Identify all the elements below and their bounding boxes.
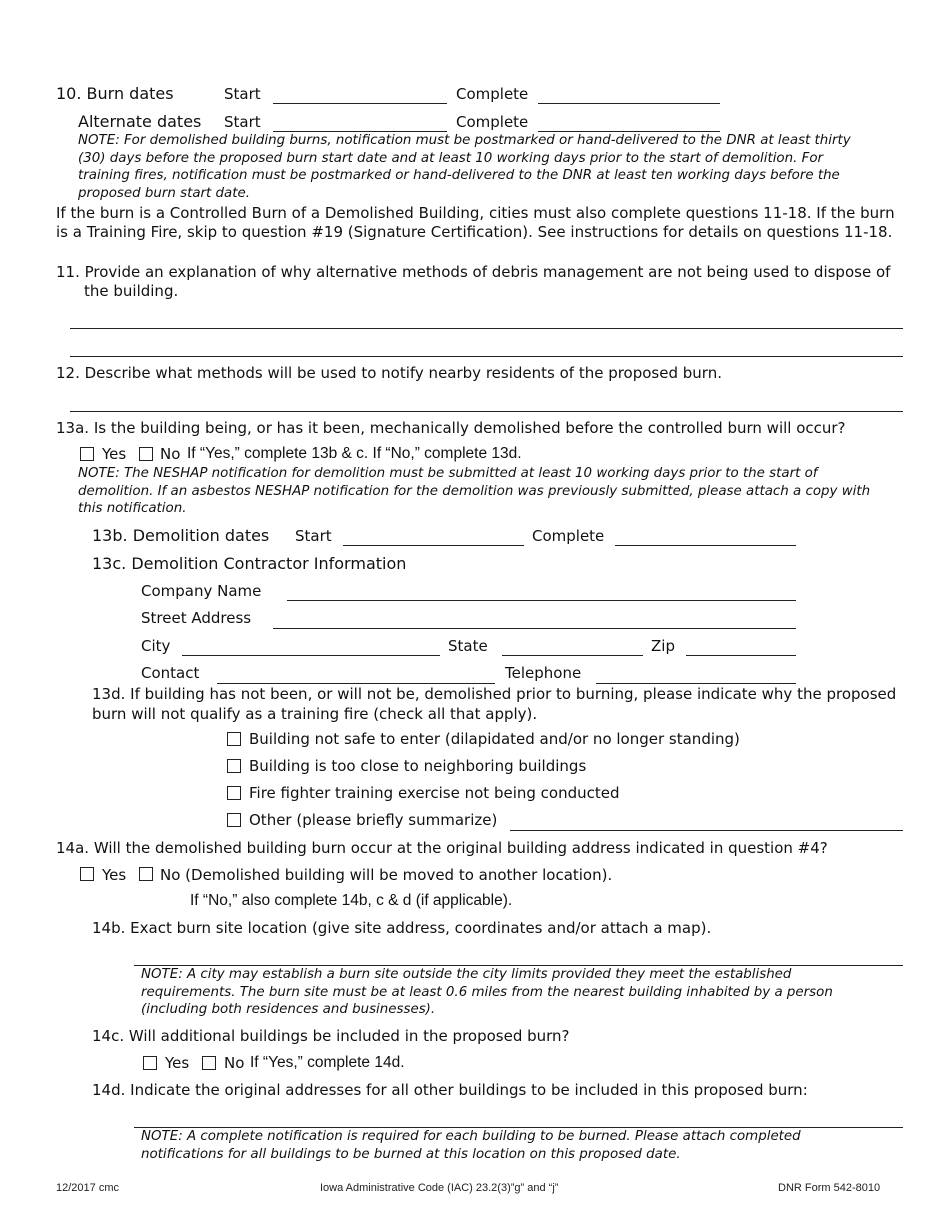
contractor-info-heading: 13c. Demolition Contractor Information [92, 554, 407, 573]
q14c-no-label: No [224, 1054, 245, 1072]
q14c-yes-label: Yes [165, 1054, 190, 1072]
zip-field[interactable] [686, 655, 796, 656]
contact-label: Contact [141, 664, 200, 682]
reason-not-safe-checkbox[interactable] [227, 732, 241, 746]
burn-start-label: Start [224, 85, 261, 103]
q14c-text: 14c. Will additional buildings be included in the proposed burn? [92, 1027, 570, 1045]
q13a-instruction: If “Yes,” complete 13b & c. If “No,” complete 13d. [187, 445, 522, 462]
reason-too-close-checkbox[interactable] [227, 759, 241, 773]
q14b-note: NOTE: A city may establish a burn site outside the city limits provided they meet the established requirements. The burn site must be at least 0.6 miles from the nearest building inhabited by a person (including both residences and businesses). [141, 967, 833, 1017]
q11-answer-line-1[interactable] [70, 328, 903, 329]
burn-dates-label: 10. Burn dates [56, 84, 174, 103]
city-field[interactable] [182, 655, 440, 656]
q13a-no-checkbox[interactable] [139, 447, 153, 461]
q14a-instruction: If “No,” also complete 14b, c & d (if applicable). [190, 892, 513, 909]
q13d-text: 13d. If building has not been, or will not be, demolished prior to burning, please indicate why the proposed burn will not qualify as a training fire (check all that apply). [92, 685, 897, 723]
alt-start-label: Start [224, 113, 261, 131]
q12-answer-line[interactable] [70, 411, 903, 412]
q14a-yes-checkbox[interactable] [80, 867, 94, 881]
company-name-label: Company Name [141, 582, 262, 600]
instructions-paragraph: If the burn is a Controlled Burn of a Demolished Building, cities must also complete questions 11-18. If the burn is a Training Fire, skip to question #19 (Signature Certification). See instructions for details on questions 11-18. [56, 204, 895, 241]
burn-dates-note: NOTE: For demolished building burns, notification must be postmarked or hand-delivered to the DNR at least thirty (30) days before the proposed burn start date and at least 10 working days prior to the start of demolition. For training fires, notification must be postmarked or hand-delivered to the DNR at least ten working days before the proposed burn start date. [78, 133, 851, 201]
q11-text: 11. Provide an explanation of why alternative methods of debris management are not being used to dispose of the building. [56, 263, 891, 300]
company-name-field[interactable] [287, 600, 796, 601]
demolition-dates-label: 13b. Demolition dates [92, 526, 270, 545]
reason-other-field[interactable] [510, 830, 903, 831]
demolition-complete-label: Complete [532, 527, 605, 545]
burn-start-field[interactable] [273, 103, 447, 104]
telephone-label: Telephone [505, 664, 582, 682]
alt-complete-label: Complete [456, 113, 529, 131]
q12-text: 12. Describe what methods will be used to notify nearby residents of the proposed burn. [56, 364, 722, 382]
q13a-yes-checkbox[interactable] [80, 447, 94, 461]
burn-complete-field[interactable] [538, 103, 720, 104]
reason-other-label: Other (please briefly summarize) [249, 811, 498, 829]
reason-not-safe-label: Building not safe to enter (dilapidated and/or no longer standing) [249, 730, 740, 748]
q14d-text: 14d. Indicate the original addresses for all other buildings to be included in this proposed burn: [92, 1081, 808, 1099]
q13a-yes-label: Yes [102, 445, 127, 463]
footer-revision: 12/2017 cmc [56, 1182, 119, 1194]
state-label: State [448, 637, 488, 655]
burn-complete-label: Complete [456, 85, 529, 103]
q14d-note: NOTE: A complete notification is required for each building to be burned. Please attach completed notifications for all buildings to be burned at this location on this proposed date. [141, 1129, 801, 1162]
q11-answer-line-2[interactable] [70, 356, 903, 357]
footer-code-reference: Iowa Administrative Code (IAC) 23.2(3)”g” and “j” [320, 1182, 559, 1194]
q14a-text: 14a. Will the demolished building burn occur at the original building address indicated in question #4? [56, 839, 828, 857]
footer-form-number: DNR Form 542-8010 [778, 1182, 881, 1194]
q14b-text: 14b. Exact burn site location (give site address, coordinates and/or attach a map). [92, 919, 712, 937]
state-field[interactable] [502, 655, 643, 656]
reason-too-close-label: Building is too close to neighboring buildings [249, 757, 587, 775]
reason-other-checkbox[interactable] [227, 813, 241, 827]
reason-no-training-label: Fire fighter training exercise not being conducted [249, 784, 620, 802]
q14a-yes-label: Yes [102, 866, 127, 884]
q14c-no-checkbox[interactable] [202, 1056, 216, 1070]
q13a-text: 13a. Is the building being, or has it been, mechanically demolished before the controlled burn will occur? [56, 419, 846, 437]
q13a-no-label: No [160, 445, 181, 463]
street-address-label: Street Address [141, 609, 252, 627]
alternate-dates-label: Alternate dates [78, 112, 202, 131]
q14c-yes-checkbox[interactable] [143, 1056, 157, 1070]
zip-label: Zip [651, 637, 675, 655]
demolition-start-label: Start [295, 527, 332, 545]
street-address-field[interactable] [273, 628, 796, 629]
q14a-no-label: No (Demolished building will be moved to another location). [160, 866, 613, 884]
q13a-note: NOTE: The NESHAP notification for demolition must be submitted at least 10 working days prior to the start of demolition. If an asbestos NESHAP notification for the demolition was previously submitted, please attach a copy with this notification. [78, 466, 871, 516]
city-label: City [141, 637, 171, 655]
demolition-complete-field[interactable] [615, 545, 796, 546]
q14c-instruction: If “Yes,” complete 14d. [250, 1054, 405, 1071]
demolition-start-field[interactable] [343, 545, 524, 546]
q14a-no-checkbox[interactable] [139, 867, 153, 881]
reason-no-training-checkbox[interactable] [227, 786, 241, 800]
